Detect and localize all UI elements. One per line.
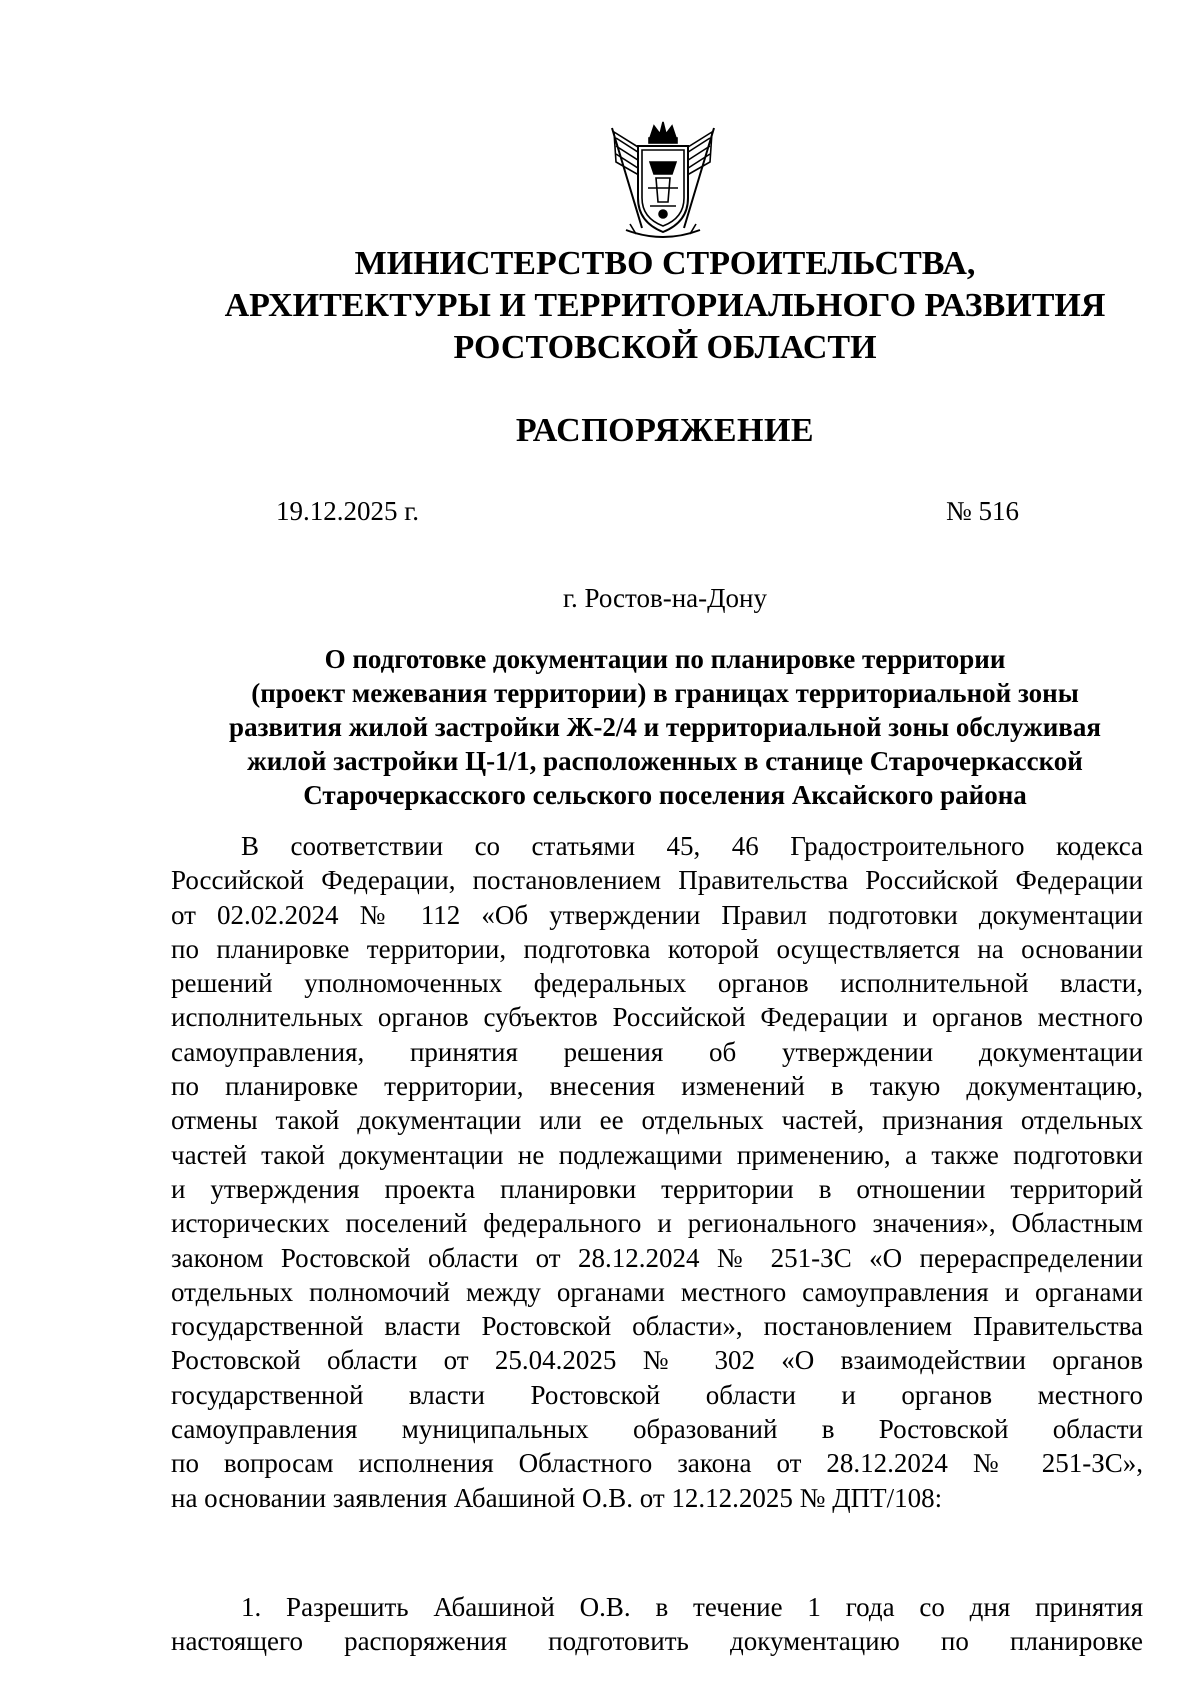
document-number: № 516 <box>946 496 1020 526</box>
body-line: отдельных полномочий между органами местного самоуправления и органами <box>171 1276 1143 1307</box>
subject-line: развития жилой застройки Ж-2/4 и территориальной зоны обслуживая <box>229 712 1101 742</box>
body-line: государственной власти Ростовской области», постановлением Правительства <box>171 1311 1143 1342</box>
body-line: по планировке территории, подготовка которой осуществляется на основании <box>171 933 1143 964</box>
body-line: и утверждения проекта планировки территории в отношении территорий <box>171 1173 1143 1204</box>
body-line: по вопросам исполнения Областного закона от 28.12.2024 № 251-ЗС», <box>171 1448 1143 1479</box>
ministry-line: МИНИСТЕРСТВО СТРОИТЕЛЬСТВА, <box>354 245 976 282</box>
document-date: 19.12.2025 г. <box>276 496 420 526</box>
document-type-title: РАСПОРЯЖЕНИЕ <box>515 412 815 449</box>
ministry-name <box>150 243 1180 369</box>
subject-line: Старочеркасского сельского поселения Аксайского района <box>303 780 1027 810</box>
document-city: г. Ростов-на-Дону <box>562 583 767 613</box>
preamble-paragraph <box>171 829 1143 1515</box>
document-subject <box>170 642 1160 812</box>
body-line: Ростовской области от 25.04.2025 № 302 «О взаимодействии органов <box>171 1345 1143 1376</box>
body-line: самоуправления, принятия решения об утверждении документации <box>171 1036 1143 1067</box>
body-line: В соответствии со статьями 45, 46 Градостроительного кодекса <box>241 831 1143 861</box>
subject-line: О подготовке документации по планировке территории <box>324 644 1006 674</box>
body-line: по планировке территории, внесения изменений в такую документацию, <box>171 1071 1143 1102</box>
item-1-paragraph <box>171 1590 1143 1659</box>
subject-line: жилой застройки Ц-1/1, расположенных в станице Старочеркасской <box>247 746 1083 776</box>
ministry-line: АРХИТЕКТУРЫ И ТЕРРИТОРИАЛЬНОГО РАЗВИТИЯ <box>224 287 1106 324</box>
body-line: законом Ростовской области от 28.12.2024 № 251-ЗС «О перераспределении <box>171 1242 1143 1273</box>
body-line: государственной власти Ростовской области и органов местного <box>171 1379 1143 1410</box>
body-line: исполнительных органов субъектов Российской Федерации и органов местного <box>171 1002 1143 1033</box>
body-line: самоуправления муниципальных образований в Ростовской области <box>171 1414 1143 1445</box>
coat-of-arms-icon <box>606 118 720 244</box>
body-line: настоящего распоряжения подготовить документацию по планировке <box>171 1626 1143 1657</box>
body-line: на основании заявления Абашиной О.В. от 12.12.2025 № ДПТ/108: <box>171 1482 943 1513</box>
body-line: от 02.02.2024 № 112 «Об утверждении Правил подготовки документации <box>171 899 1143 930</box>
body-line: частей такой документации не подлежащими применению, а также подготовки <box>171 1139 1143 1170</box>
body-line: исторических поселений федерального и регионального значения», Областным <box>171 1208 1143 1239</box>
ministry-line: РОСТОВСКОЙ ОБЛАСТИ <box>453 329 877 366</box>
body-line: отмены такой документации или ее отдельных частей, признания отдельных <box>171 1105 1143 1136</box>
subject-line: (проект межевания территории) в границах территориальной зоны <box>251 678 1079 708</box>
body-line: Российской Федерации, постановлением Правительства Российской Федерации <box>171 865 1143 896</box>
body-line: решений уполномоченных федеральных органов исполнительной власти, <box>171 968 1143 999</box>
body-line: 1. Разрешить Абашиной О.В. в течение 1 года со дня принятия <box>241 1592 1143 1622</box>
